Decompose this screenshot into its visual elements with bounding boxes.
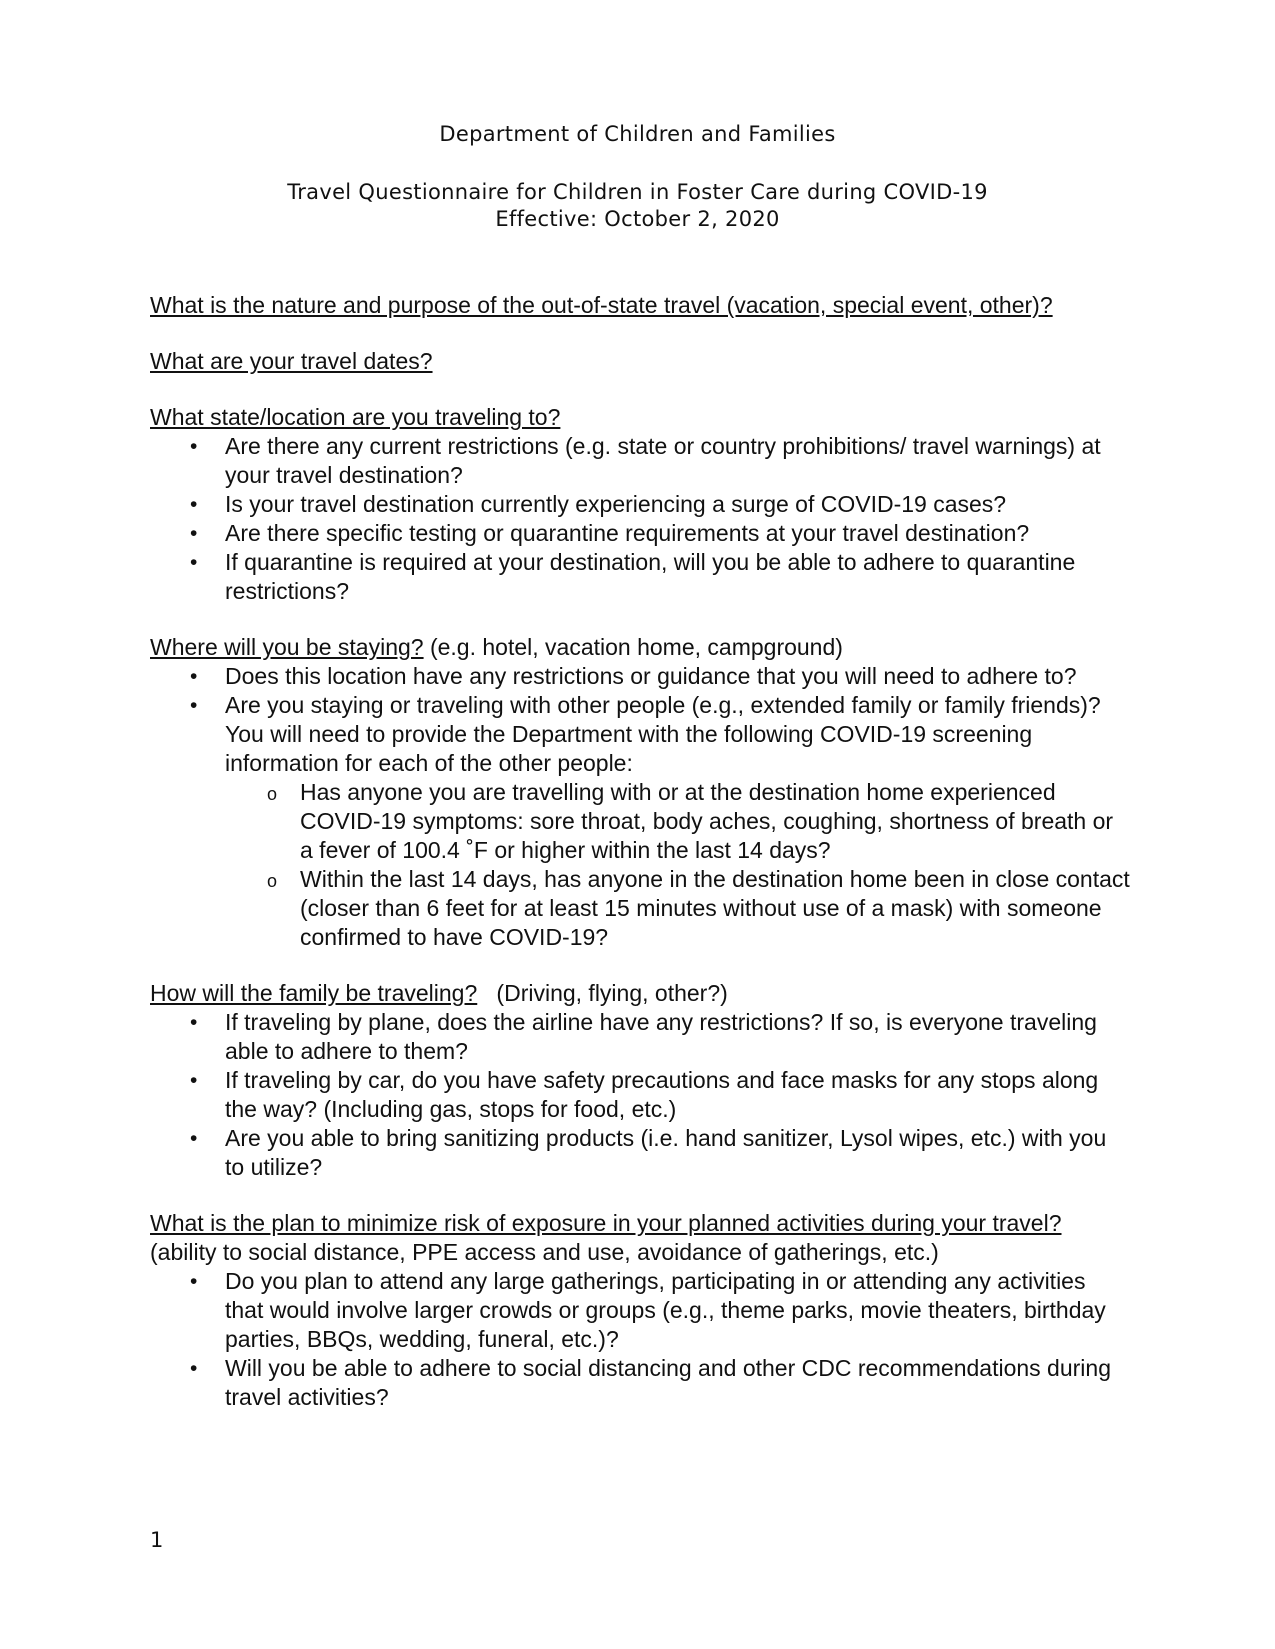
effective-date: Effective: October 2, 2020: [495, 207, 780, 231]
question-plan-text: What is the plan to minimize risk of exposure in your planned activities during your travel?: [150, 1210, 1062, 1236]
document-title: Travel Questionnaire for Children in Foster Care during COVID-19: [287, 180, 988, 204]
question-location: [150, 403, 1130, 432]
question-staying-text: Where will you be staying?: [150, 634, 424, 660]
page-number: 1: [150, 1528, 164, 1552]
question-dates-text: What are your travel dates?: [150, 348, 433, 374]
list-item: • Are you able to bring sanitizing products (i.e. hand sanitizer, Lysol wipes, etc.) with you to utilize?: [150, 1124, 1130, 1182]
list-item: • Will you be able to adhere to social distancing and other CDC recommendations during travel activities?: [150, 1354, 1130, 1412]
list-item: • Are there any current restrictions (e.g. state or country prohibitions/ travel warnings) at your travel destination?: [150, 432, 1130, 490]
question-staying-note: (e.g. hotel, vacation home, campground): [423, 634, 843, 660]
question-traveling-note: (Driving, flying, other?): [477, 980, 728, 1006]
list-item: • Is your travel destination currently experiencing a surge of COVID-19 cases?: [150, 490, 1130, 519]
question-traveling: [150, 979, 1130, 1008]
questionnaire-body: [150, 291, 1130, 1412]
question-traveling-text: How will the family be traveling?: [150, 980, 478, 1006]
location-bullets: [150, 432, 1130, 606]
question-location-text: What state/location are you traveling to?: [150, 404, 561, 430]
question-staying: [150, 633, 1130, 662]
list-item: • If traveling by plane, does the airline have any restrictions? If so, is everyone traveling able to adhere to them?: [150, 1008, 1130, 1066]
list-item: • If traveling by car, do you have safety precautions and face masks for any stops along the way? (Including gas, stops for food, etc.): [150, 1066, 1130, 1124]
list-item: • Does this location have any restrictions or guidance that you will need to adhere to?: [150, 662, 1130, 691]
list-item: • Do you plan to attend any large gatherings, participating in or attending any activities that would involve larger crowds or groups (e.g., theme parks, movie theaters, birthday parties, BBQs, wedding, funeral, etc.)?: [150, 1267, 1130, 1354]
list-item-text: Are you staying or traveling with other people (e.g., extended family or family friends)? You will need to provide the Department with the following COVID-19 screening information for each of the other people:: [225, 692, 1101, 776]
sub-list-item: o Has anyone you are travelling with or at the destination home experienced COVID-19 symptoms: sore throat, body aches, coughing, shortness of breath or a fever of 100.4 ˚F or higher within the last 14 days?: [225, 778, 1130, 865]
question-purpose-text: What is the nature and purpose of the out-of-state travel (vacation, special event, other)?: [150, 292, 1053, 318]
traveling-bullets: [150, 1008, 1130, 1182]
question-purpose: [150, 291, 1130, 320]
department-heading: Department of Children and Families: [439, 122, 836, 146]
list-item: • If quarantine is required at your destination, will you be able to adhere to quarantine restrictions?: [150, 548, 1130, 606]
plan-bullets: [150, 1267, 1130, 1412]
sub-list-item: o Within the last 14 days, has anyone in the destination home been in close contact (closer than 6 feet for at least 15 minutes without use of a mask) with someone confirmed to have COVID-19?: [225, 865, 1130, 952]
list-item: [150, 691, 1130, 952]
screening-subbullets: [225, 778, 1130, 952]
question-plan: [150, 1209, 1130, 1267]
question-plan-note: (ability to social distance, PPE access and use, avoidance of gatherings, etc.): [150, 1239, 939, 1265]
question-dates: [150, 347, 1130, 376]
staying-bullets: [150, 662, 1130, 952]
list-item: • Are there specific testing or quarantine requirements at your travel destination?: [150, 519, 1130, 548]
